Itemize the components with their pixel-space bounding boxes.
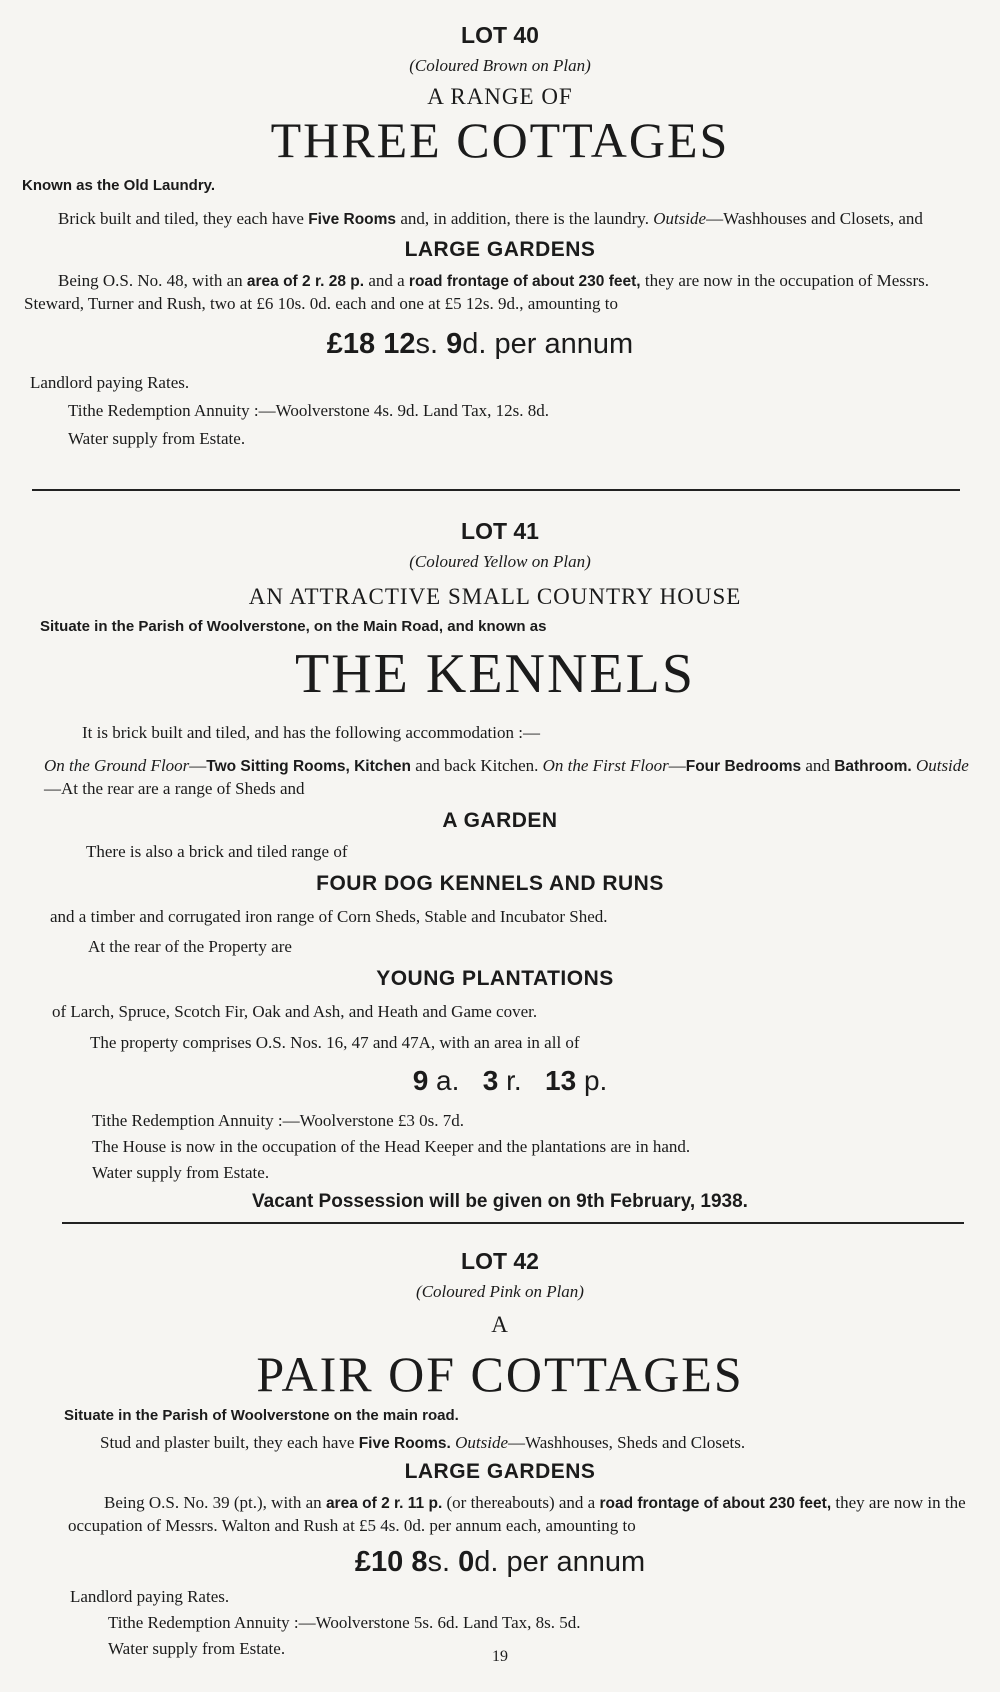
lot-42-situate: Situate in the Parish of Woolverstone on the main road. [64, 1406, 459, 1424]
lot-42-tithe: Tithe Redemption Annuity :—Woolverstone 5s. 6d. Land Tax, 8s. 5d. [108, 1613, 581, 1633]
lot-40-section [0, 22, 1000, 449]
lot-42-description: Stud and plaster built, they each have Five Rooms. Outside—Washhouses, Sheds and Closets. [100, 1432, 746, 1452]
lot-41-os-numbers: The property comprises O.S. Nos. 16, 47 and 47A, with an area in all of [90, 1033, 580, 1053]
lot-41-garden-heading: A GARDEN [442, 808, 558, 832]
lot-41-kennels-heading: FOUR DOG KENNELS AND RUNS [316, 871, 664, 895]
lot-40-range-heading: A RANGE OF [427, 84, 573, 109]
lot-41-accommodation: On the Ground Floor—Two Sitting Rooms, Kitchen and back Kitchen. On the First Floor—Four Bedrooms and Bathroom. Outside—At the rear are a range of Sheds and [44, 755, 969, 798]
lot-41-number: LOT 41 [461, 518, 539, 544]
lot-42-rent: £10 8s. 0d. per annum [354, 1546, 646, 1579]
lot-41-tithe: Tithe Redemption Annuity :—Woolverstone £3 0s. 7d. [92, 1111, 464, 1131]
lot-41-sheds: and a timber and corrugated iron range of Corn Sheds, Stable and Incubator Shed. [50, 906, 608, 926]
lot-41-range-intro: There is also a brick and tiled range of [86, 841, 348, 861]
page-number: 19 [492, 1648, 508, 1665]
lot-41-plan-colour: (Coloured Yellow on Plan) [409, 552, 591, 571]
lot-42-occupation: Being O.S. No. 39 (pt.), with an area of 2 r. 11 p. (or thereabouts) and a road frontage of about 230 feet, they are now in the occupation of Messrs. Walton and Rush at £5 4s. 0d. per annum each, amounting to [68, 1493, 966, 1536]
lot-41-accommodation-intro: It is brick built and tiled, and has the following accommodation :— [82, 722, 540, 742]
lot-41-situate: Situate in the Parish of Woolverstone, on the Main Road, and known as [40, 618, 547, 635]
lot-42-section [0, 1248, 1000, 1659]
lot-41-section [0, 518, 1000, 1213]
lot-40-known-as: Known as the Old Laundry. [22, 176, 216, 194]
lot-42-water: Water supply from Estate. [108, 1639, 286, 1659]
lot-40-number: LOT 40 [461, 22, 539, 48]
lot-41-range-heading: AN ATTRACTIVE SMALL COUNTRY HOUSE [248, 584, 742, 609]
divider-rule [32, 489, 960, 491]
lot-41-plantations-heading: YOUNG PLANTATIONS [376, 967, 614, 991]
lot-42-plan-colour: (Coloured Pink on Plan) [416, 1282, 584, 1301]
lot-40-rent: £18 12s. 9d. per annum [326, 328, 634, 361]
lot-40-gardens-heading: LARGE GARDENS [404, 238, 596, 262]
lot-40-rates: Landlord paying Rates. [30, 373, 190, 393]
lot-41-rear-intro: At the rear of the Property are [88, 937, 292, 957]
lot-42-range-heading: A [491, 1312, 509, 1337]
lot-42-rates: Landlord paying Rates. [70, 1587, 230, 1607]
lot-41-water: Water supply from Estate. [92, 1163, 270, 1183]
lot-41-title: THE KENNELS [295, 643, 695, 705]
lot-41-vacant-possession: Vacant Possession will be given on 9th February, 1938. [252, 1191, 748, 1213]
lot-41-occupation: The House is now in the occupation of the Head Keeper and the plantations are in hand. [92, 1137, 691, 1157]
lot-41-plantation-species: of Larch, Spruce, Scotch Fir, Oak and Ash, and Heath and Game cover. [52, 1002, 538, 1022]
lot-40-plan-colour: (Coloured Brown on Plan) [409, 56, 591, 75]
lot-40-description: Brick built and tiled, they each have Five Rooms and, in addition, there is the laundry. Outside—Washhouses and Closets, and [58, 208, 923, 228]
lot-42-gardens-heading: LARGE GARDENS [404, 1460, 596, 1484]
lot-42-title: PAIR OF COTTAGES [256, 1346, 744, 1402]
lot-40-tithe: Tithe Redemption Annuity :—Woolverstone 4s. 9d. Land Tax, 12s. 8d. [68, 401, 549, 421]
lot-40-water: Water supply from Estate. [68, 429, 246, 449]
lot-41-area: 9 a. 3 r. 13 p. [412, 1065, 608, 1097]
lot-42-number: LOT 42 [461, 1248, 539, 1274]
lot-40-occupation: Being O.S. No. 48, with an area of 2 r. 28 p. and a road frontage of about 230 feet, they are now in the occupation of Messrs. Steward, Turner and Rush, two at £6 10s. 0d. each and one at £5 12s. 9d., amounting to [24, 271, 930, 314]
divider-rule [62, 1222, 964, 1224]
lot-40-title: THREE COTTAGES [270, 112, 730, 168]
